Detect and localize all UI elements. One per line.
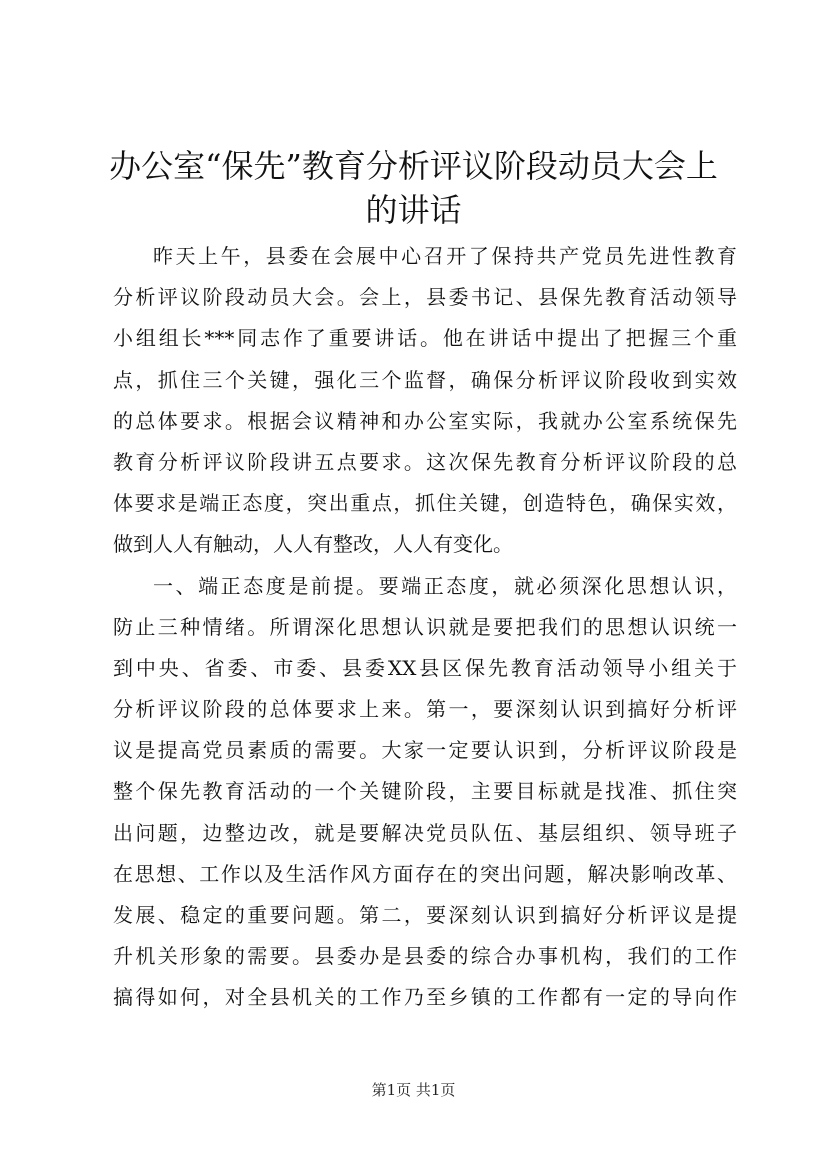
text-line: 小组组长***同志作了重要讲话。他在讲话中提出了把握三个重: [113, 326, 737, 351]
title-line-2: 的讲话: [365, 191, 462, 229]
text-line: 出问题，边整边改，就是要解决党员队伍、基层组织、领导班子: [113, 820, 737, 845]
text-line: 升机关形象的需要。县委办是县委的综合办事机构，我们的工作: [113, 944, 737, 969]
text-line: 发展、稳定的重要问题。第二，要深刻认识到搞好分析评议是提: [113, 903, 737, 927]
text-line: 分析评议阶段动员大会。会上，县委书记、县保先教育活动领导: [113, 285, 737, 310]
text-line: 到中央、省委、市委、县委XX县区保先教育活动领导小组关于: [113, 655, 737, 680]
text-line: 整个保先教育活动的一个关键阶段，主要目标就是找准、抓住突: [113, 779, 737, 804]
paragraph-2: [113, 566, 737, 1019]
text-line: 教育分析评议阶段讲五点要求。这次保先教育分析评议阶段的总: [113, 449, 737, 474]
text-line: 做到人人有触动，人人有整改，人人有变化。: [113, 532, 513, 557]
text-line: 议是提高党员素质的需要。大家一定要认识到，分析评议阶段是: [113, 738, 737, 763]
text-line: 点，抓住三个关键，强化三个监督，确保分析评议阶段收到实效: [113, 367, 737, 392]
text-line: 一、端正态度是前提。要端正态度，就必须深化思想认识，: [153, 573, 737, 598]
document-body: [113, 236, 737, 1019]
paragraph-1: [113, 236, 737, 566]
title-line-1: 办公室“保先”教育分析评议阶段动员大会上: [109, 147, 718, 185]
text-line: 分析评议阶段的总体要求上来。第一，要深刻认识到搞好分析评: [113, 697, 737, 722]
text-line: 防止三种情绪。所谓深化思想认识就是要把我们的思想认识统一: [113, 614, 737, 639]
document-title: [100, 144, 727, 232]
page-footer: 第1页 共1页: [371, 1081, 456, 1099]
text-line: 搞得如何，对全县机关的工作乃至乡镇的工作都有一定的导向作: [113, 985, 737, 1010]
text-line: 的总体要求。根据会议精神和办公室实际，我就办公室系统保先: [113, 408, 737, 433]
text-line: 昨天上午，县委在会展中心召开了保持共产党员先进性教育: [153, 244, 737, 268]
text-line: 体要求是端正态度，突出重点，抓住关键，创造特色，确保实效，: [113, 491, 737, 516]
text-line: 在思想、工作以及生活作风方面存在的突出问题，解决影响改革、: [113, 861, 737, 886]
